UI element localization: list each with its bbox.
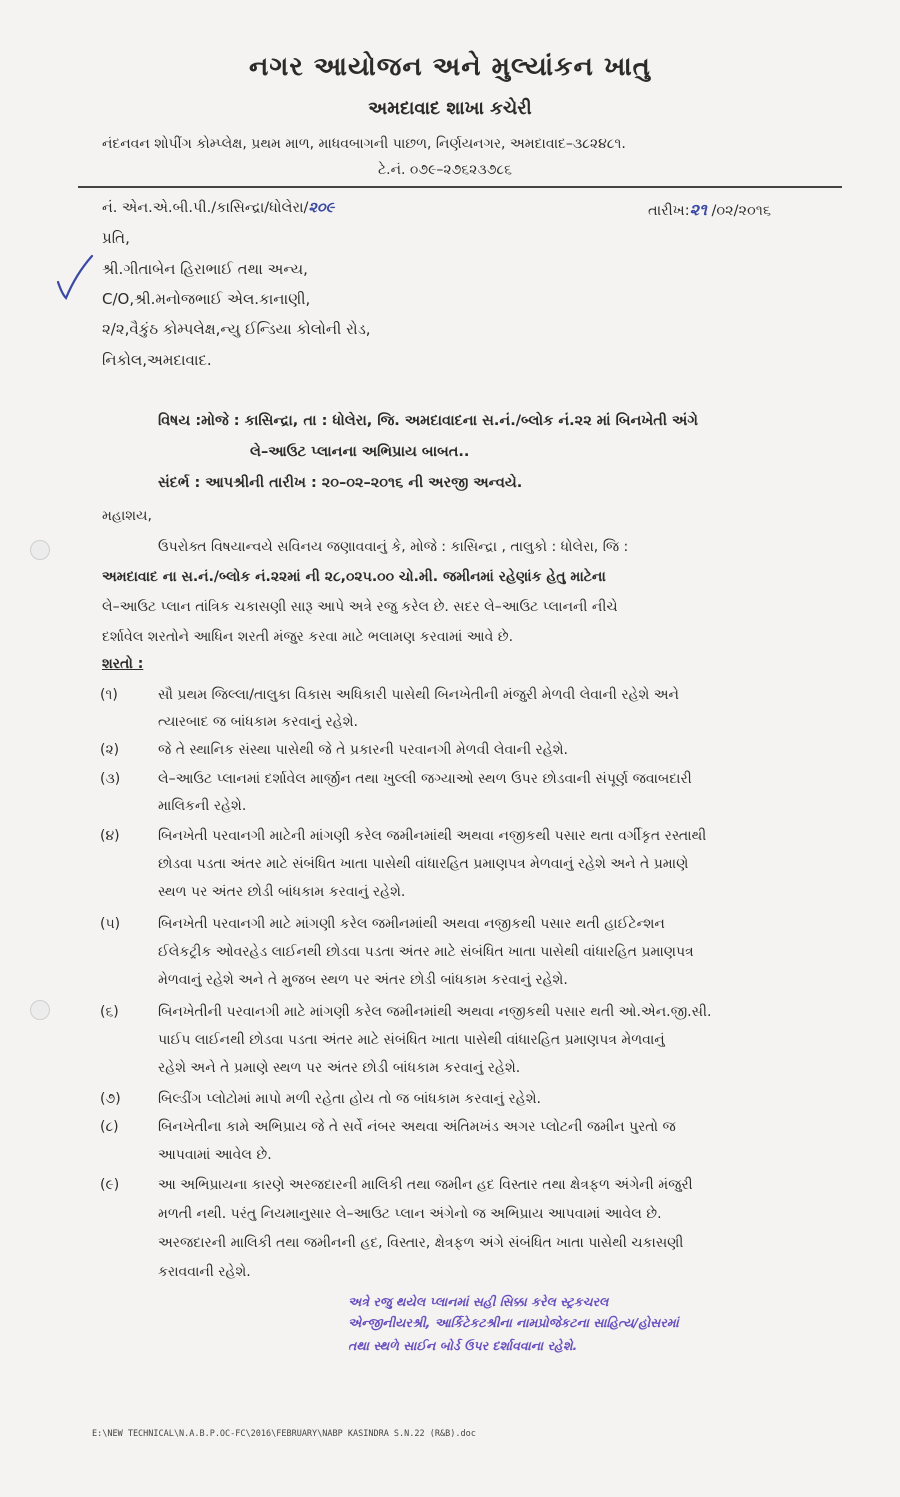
recipient-line: શ્રી.ગીતાબેન હિરાભાઈ તથા અન્ય, [102, 260, 308, 278]
recipient-line: C/O,શ્રી.મનોજભાઈ એલ.કાનાણી, [102, 290, 311, 308]
condition-number: (૬) [100, 1004, 119, 1020]
office-title: અમદાવાદ શાખા કચેરી [368, 98, 532, 119]
stamp-line: તથા સ્થળે સાઈન બોર્ડ ઉપર દર્શાવવાના રહેશે. [348, 1338, 578, 1353]
condition-line: બિનખેતી પરવાનગી માટે માંગણી કરેલ જમીનમાંથી અથવા નજીકથી પસાર થતી હાઈટેન્શન [158, 916, 665, 932]
condition-line: અરજદારની માલિકી તથા જમીનની હદ, વિસ્તાર, ક્ષેત્રફળ અંગે સંબંધિત ખાતા પાસેથી ચકાસણી [158, 1235, 684, 1251]
file-path-footer: E:\NEW TECHNICAL\N.A.B.P.OC-FC\2016\FEBRUARY\NABP KASINDRA S.N.22 (R&B).doc [92, 1429, 476, 1439]
punch-hole [30, 1000, 50, 1020]
stamp-line: અત્રે રજુ થયેલ પ્લાનમાં સહી સિક્કા કરેલ સ્ટ્રકચરલ [348, 1294, 609, 1309]
condition-number: (૧) [100, 687, 118, 703]
recipient-line: પ્રતિ, [102, 229, 130, 247]
stamp-line: એન્જીનીયરશ્રી, આર્કિટેકટશ્રીના નામપ્રોજેકટના સાહિત્ય/હોસરમાં [348, 1315, 679, 1330]
condition-line: સૌ પ્રથમ જિલ્લા/તાલુકા વિકાસ અધિકારી પાસેથી બિનખેતીની મંજુરી મેળવી લેવાની રહેશે અને [158, 687, 679, 703]
condition-line: બિનખેતીની પરવાનગી માટે માંગણી કરેલ જમીનમાંથી અથવા નજીકથી પસાર થતી ઓ.એન.જી.સી. [158, 1004, 712, 1020]
body-line: લે–આઉટ પ્લાન તાંત્રિક ચકાસણી સારૂ આપે અત્રે રજુ કરેલ છે. સદર લે–આઉટ પ્લાનની નીચે [102, 599, 618, 615]
salutation: મહાશય, [102, 508, 152, 524]
condition-line: આપવામાં આવેલ છે. [158, 1147, 272, 1163]
body-line: ઉપરોક્ત વિષયાન્વયે સવિનય જણાવવાનું કે, મોજે : કાસિન્દ્રા , તાલુકો : ધોલેરા, જિ : [158, 539, 629, 555]
recipient-line: ૨/૨,વૈકુંઠ કોમ્પલેક્ષ,ન્યુ ઈન્ડિયા કોલોની રોડ, [102, 320, 371, 338]
condition-line: રહેશે અને તે પ્રમાણે સ્થળ પર અંતર છોડી બાંધકામ કરવાનું રહેશે. [158, 1060, 521, 1076]
condition-number: (૩) [100, 771, 121, 787]
letter-date [648, 200, 771, 220]
header-divider [78, 186, 842, 188]
condition-line: બિલ્ડીંગ પ્લોટોમાં માપો મળી રહેતા હોય તો જ બાંધકામ કરવાનું રહેશે. [158, 1091, 541, 1107]
recipient-line: નિકોલ,અમદાવાદ. [102, 351, 212, 369]
condition-number: (૭) [100, 1091, 121, 1107]
reference-number [102, 200, 334, 216]
condition-line: મળતી નથી. પરંતુ નિયમાનુસાર લે–આઉટ પ્લાન અંગેનો જ અભિપ્રાય આપવામાં આવેલ છે. [158, 1206, 662, 1222]
department-title: નગર આયોજન અને મુલ્યાંકન ખાતુ [249, 52, 651, 82]
reference-number-handwritten: ૨૦૯ [308, 200, 335, 216]
condition-line: લે–આઉટ પ્લાનમાં દર્શાવેલ માર્જીન તથા ખુલ્લી જગ્યાઓ સ્થળ ઉપર છોડવાની સંપૂર્ણ જવાબદારી [158, 771, 692, 787]
condition-number: (૨) [100, 742, 120, 758]
condition-line: કરાવવાની રહેશે. [158, 1264, 251, 1280]
condition-line: ત્યારબાદ જ બાંધકામ કરવાનું રહેશે. [158, 714, 358, 730]
body-line: અમદાવાદ ના સ.નં./બ્લોક નં.૨૨માં ની ૨૮,૦૨૫.૦૦ ચો.મી. જમીનમાં રહેણાંક હેતુ માટેના [102, 569, 606, 585]
condition-line: આ અભિપ્રાયના કારણે અરજદારની માલિકી તથા જમીન હદ વિસ્તાર તથા ક્ષેત્રફળ અંગેની મંજુરી [158, 1177, 693, 1193]
condition-line: બિનખેતીના કામે અભિપ્રાય જે તે સર્વે નંબર અથવા અંતિમખંડ અગર પ્લોટની જમીન પુરતો જ [158, 1119, 676, 1135]
condition-line: ઈલેકટ્રીક ઓવરહેડ લાઈનથી છોડવા પડતા અંતર માટે સંબંધિત ખાતા પાસેથી વાંધારહિત પ્રમાણપત્ર [158, 944, 694, 960]
date-handwritten: ૨૧ [689, 200, 707, 219]
condition-line: બિનખેતી પરવાનગી માટેની માંગણી કરેલ જમીનમાંથી અથવા નજીકથી પસાર થતા વર્ગીકૃત રસ્તાથી [158, 828, 707, 844]
condition-number: (૪) [100, 828, 120, 844]
reference-line: સંદર્ભ : આપશ્રીની તારીખ : ૨૦–૦૨–૨૦૧૬ ની અરજી અન્વયે. [158, 475, 523, 491]
condition-number: (૯) [100, 1177, 120, 1193]
body-line: દર્શાવેલ શરતોને આધિન શરતી મંજુર કરવા માટે ભલામણ કરવામાં આવે છે. [102, 629, 514, 645]
condition-line: છોડવા પડતા અંતર માટે સંબંધિત ખાતા પાસેથી વાંધારહિત પ્રમાણપત્ર મેળવાનું રહેશે અને તે પ્રમાણે [158, 856, 689, 872]
punch-hole [30, 540, 50, 560]
date-label: તારીખ: [648, 203, 690, 219]
reference-number-prefix: નં. એન.એ.બી.પી./કાસિન્દ્રા/ધોલેરા/ [102, 200, 309, 216]
subject-line: લે–આઉટ પ્લાનના અભિપ્રાય બાબત.. [250, 444, 470, 460]
condition-line: સ્થળ પર અંતર છોડી બાંધકામ કરવાનું રહેશે. [158, 884, 406, 900]
condition-line: મેળવાનું રહેશે અને તે મુજબ સ્થળ પર અંતર છોડી બાંધકામ કરવાનું રહેશે. [158, 972, 568, 988]
office-telephone: ટે.નં. ૦૭૯–૨૭૬૨૩૭૮૬ [378, 162, 512, 178]
condition-line: જે તે સ્થાનિક સંસ્થા પાસેથી જે તે પ્રકારની પરવાનગી મેળવી લેવાની રહેશે. [158, 742, 568, 758]
condition-number: (૮) [100, 1119, 119, 1135]
condition-line: પાઈપ લાઈનથી છોડવા પડતા અંતર માટે સંબંધિત ખાતા પાસેથી વાંધારહિત પ્રમાણપત્ર મેળવાનું [158, 1032, 665, 1048]
date-rest: /૦૨/૨૦૧૬ [706, 203, 771, 219]
condition-number: (૫) [100, 916, 121, 932]
conditions-heading: શરતો : [102, 656, 144, 672]
subject-line: વિષય :મોજે : કાસિન્દ્રા, તા : ધોલેરા, જિ. અમદાવાદના સ.નં./બ્લોક નં.૨૨ માં બિનખેતી અંગે [158, 413, 698, 429]
office-address: નંદનવન શોપીંગ કોમ્પ્લેક્ષ, પ્રથમ માળ, માધવબાગની પાછળ, નિર્ણયનગર, અમદાવાદ–૩૮૨૪૮૧. [102, 136, 626, 152]
condition-line: માલિકની રહેશે. [158, 798, 247, 814]
checkmark-icon [54, 252, 94, 302]
